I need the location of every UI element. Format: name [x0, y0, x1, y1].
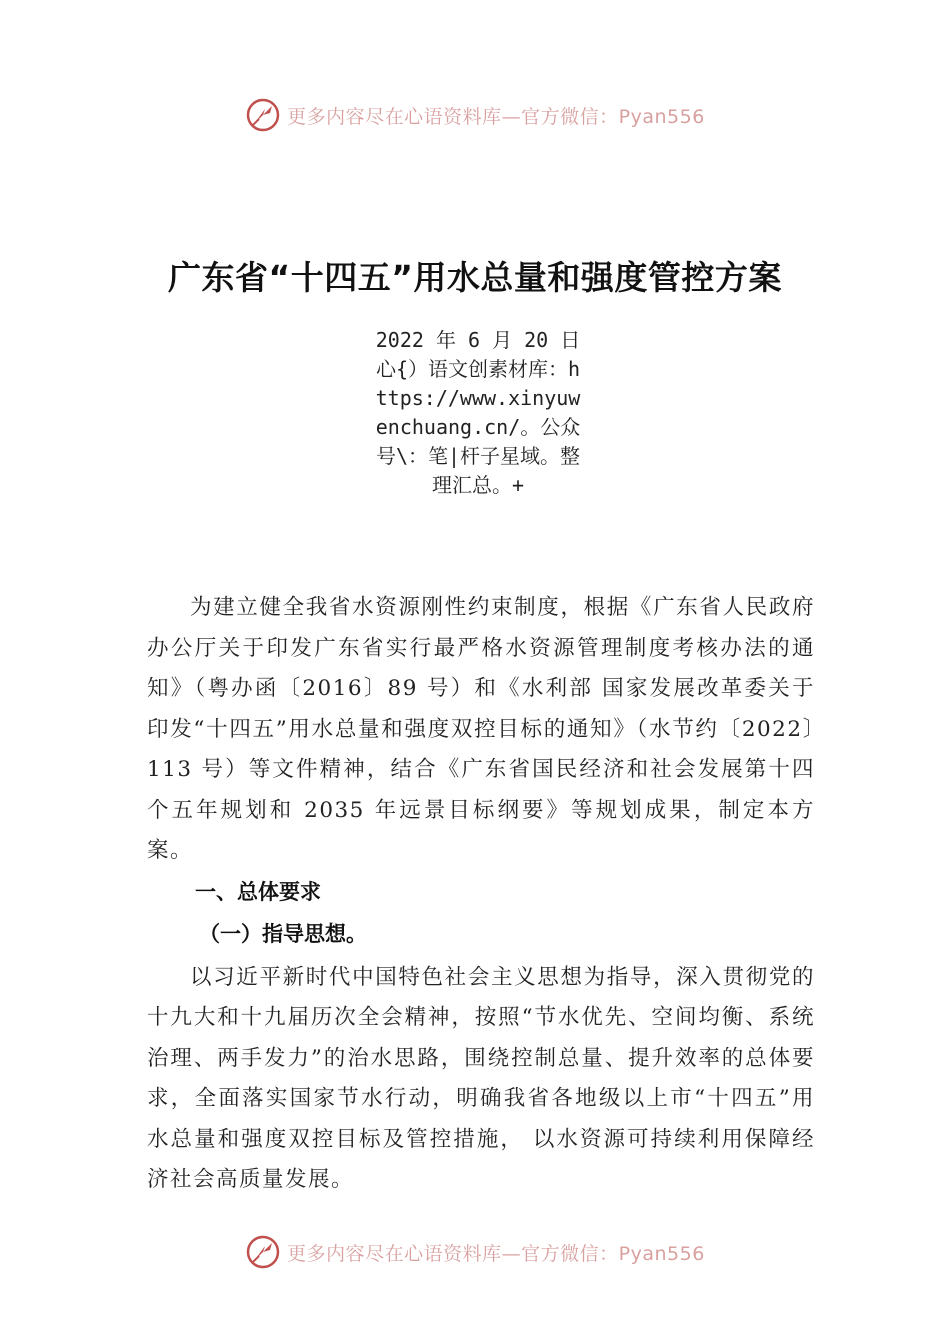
quill-seal-icon [245, 97, 281, 133]
banner-prefix: 更多内容尽在心语资料库—官方微信： [287, 1242, 619, 1265]
section-heading: 一、总体要求 [195, 879, 321, 904]
banner-wechat-id: Pyan556 [618, 105, 705, 128]
subsection-heading: （一）指导思想。 [199, 921, 367, 946]
footer-banner [0, 1232, 950, 1272]
banner-text [287, 102, 705, 129]
intro-paragraph: 为建立健全我省水资源刚性约束制度，根据《广东省人民政府办公厅关于印发广东省实行最严格水资源管理制度考核办法的通知》（粤办函〔2016〕89 号）和《水利部 国家发展改革委关于印发“十四五”用水总量和强度双控目标的通知》（水节约〔2022〕113 号）等文件精神，结合《广东省国民经济和社会发展第十四个五年规划和 2035 年远景目标纲要》等规划成果，制定本方案。 [147, 595, 815, 863]
banner-prefix: 更多内容尽在心语资料库—官方微信： [287, 105, 619, 128]
document-meta: 2022 年 6 月 20 日心{）语文创素材库：https://www.xinyuwenchuang.cn/。公众号\：笔|杆子星域。整理汇总。+ [375, 328, 581, 497]
banner-text [287, 1239, 705, 1266]
guiding-ideology-paragraph: 以习近平新时代中国特色社会主义思想为指导，深入贯彻党的十九大和十九届历次全会精神，按照“节水优先、空间均衡、系统治理、两手发力”的治水思路，围绕控制总量、提升效率的总体要求，全面落实国家节水行动，明确我省各地级以上市“十四五”用水总量和强度双控目标及管控措施， 以水资源可持续利用保障经济社会高质量发展。 [147, 964, 815, 1192]
header-banner [0, 95, 950, 135]
banner-wechat-id: Pyan556 [618, 1242, 705, 1265]
document-body [147, 588, 815, 1201]
quill-seal-icon [245, 1234, 281, 1270]
document-title: 广东省“十四五”用水总量和强度管控方案 [168, 258, 782, 297]
